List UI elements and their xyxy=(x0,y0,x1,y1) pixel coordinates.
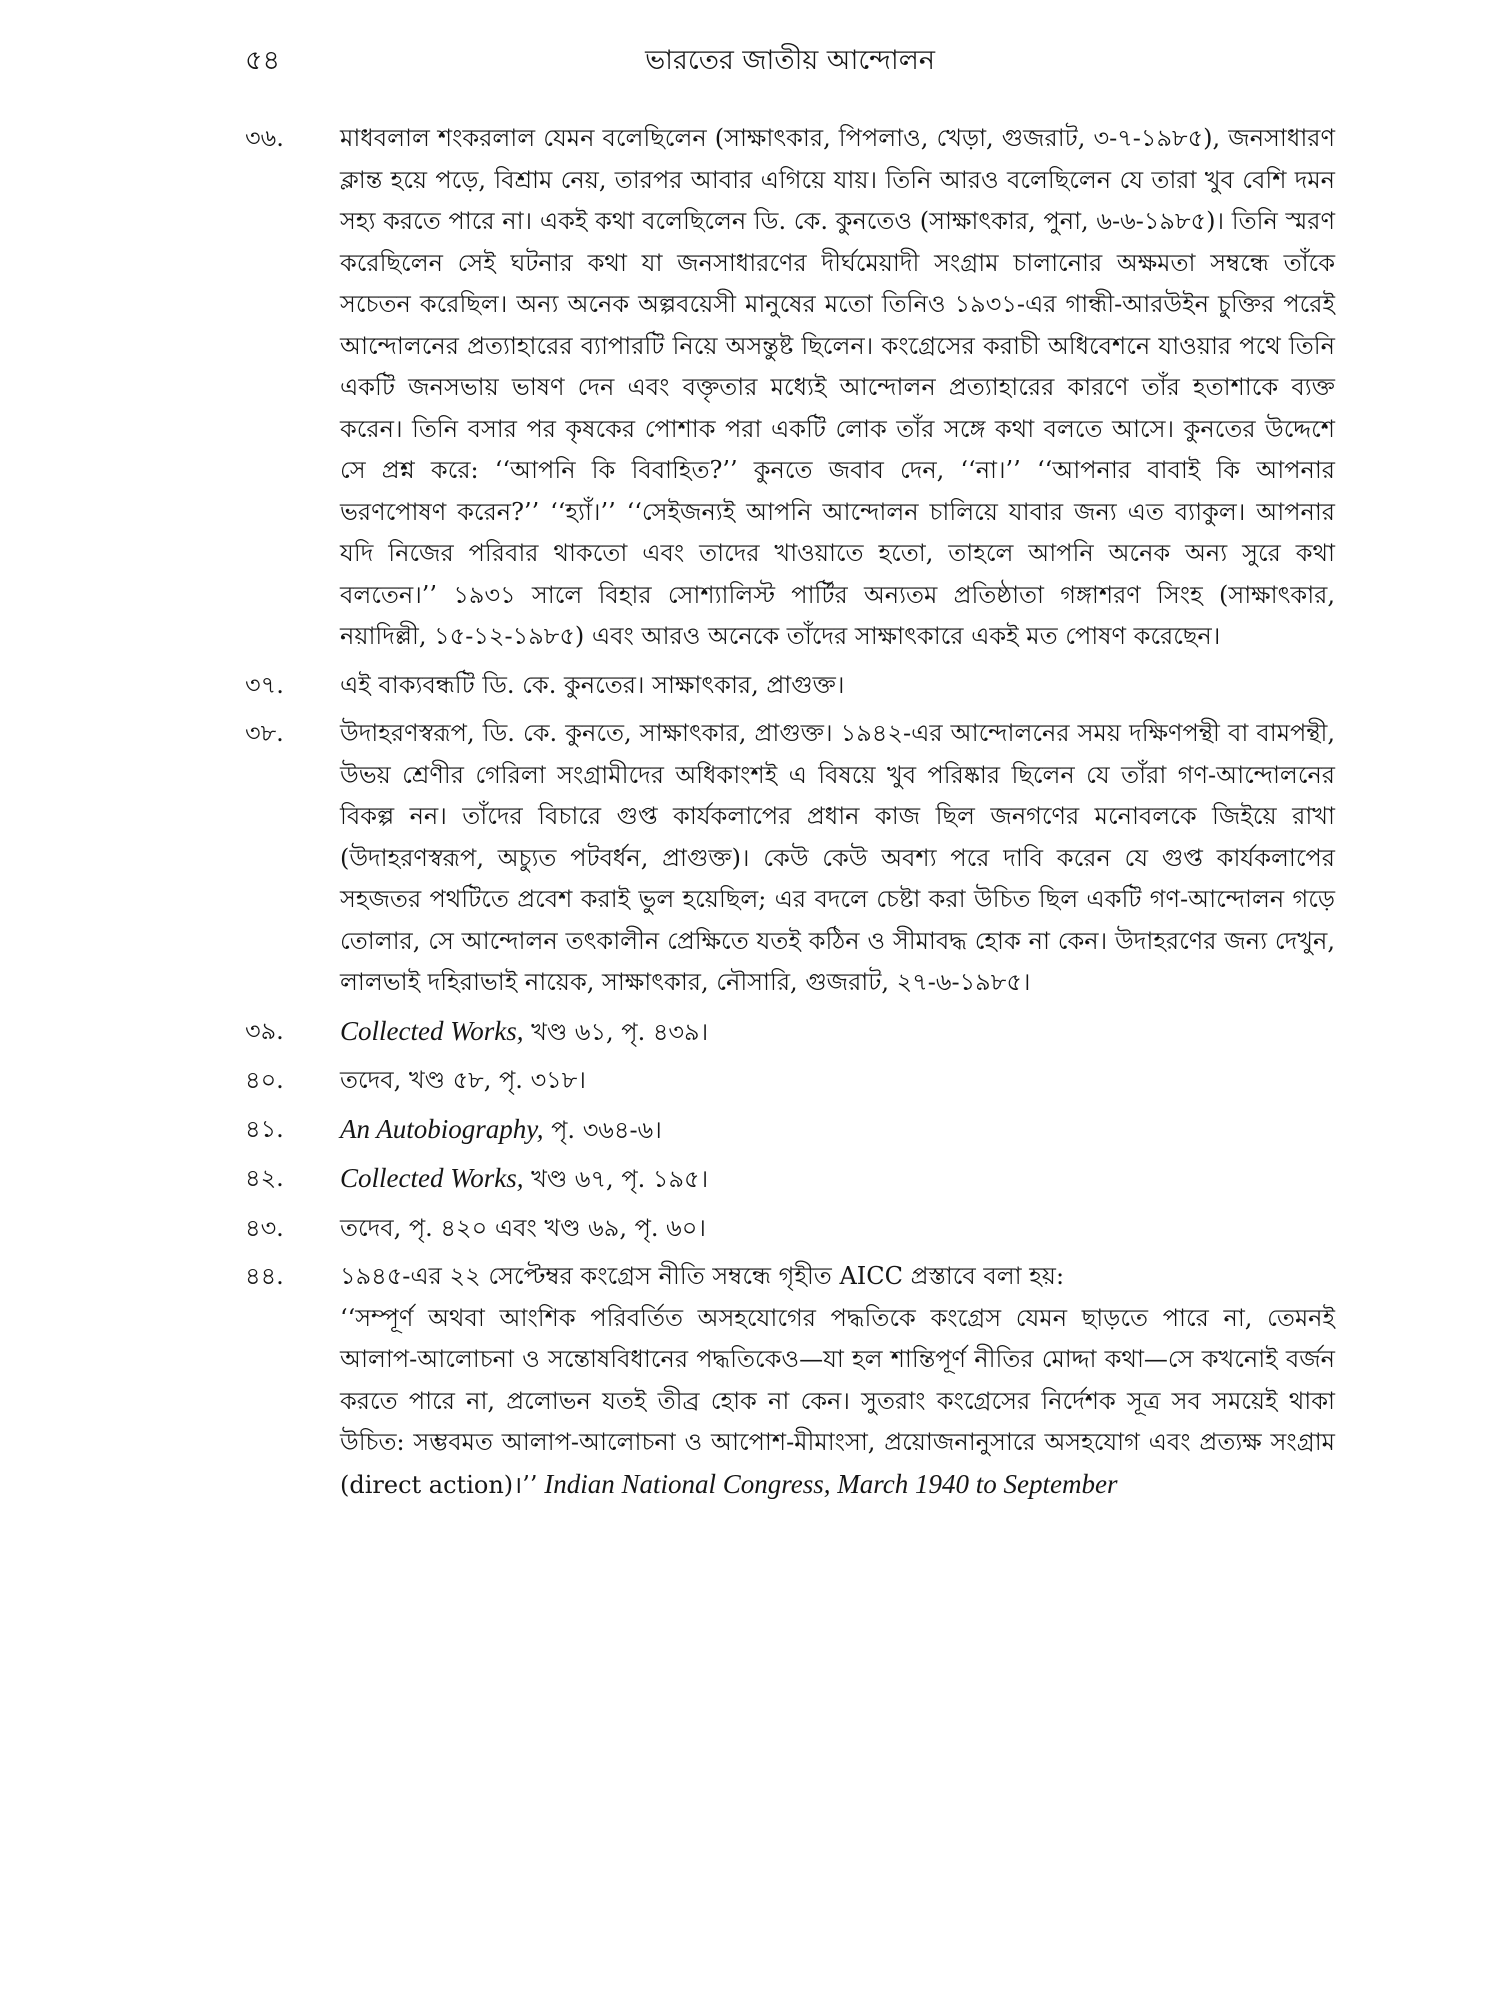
endnote-paragraph: তদেব, পৃ. ৪২০ এবং খণ্ড ৬৯, পৃ. ৬০। xyxy=(340,1213,706,1242)
endnote-number: ৩৬. xyxy=(245,124,284,152)
citation-detail: পৃ. ৩৬৪-৬। xyxy=(543,1115,662,1144)
endnote-text xyxy=(340,713,1335,1004)
page-number: ৫৪ xyxy=(245,45,281,76)
endnote-paragraph: তদেব, খণ্ড ৫৮, পৃ. ৩১৮। xyxy=(340,1066,586,1094)
endnote-number: ৪৪. xyxy=(245,1262,284,1290)
endnote-text xyxy=(340,1109,1335,1152)
endnote-text xyxy=(340,1256,1335,1506)
endnote xyxy=(245,1208,1335,1250)
endnote-number: ৪৩. xyxy=(245,1213,284,1242)
endnote xyxy=(245,665,1335,707)
citation-detail: খণ্ড ৬১, পৃ. ৪৩৯। xyxy=(523,1017,709,1046)
endnote-text xyxy=(340,1011,1335,1054)
source-title-italic: Indian National Congress, March 1940 to September xyxy=(537,1468,1118,1499)
endnote xyxy=(245,1011,1335,1054)
book-title-italic: Collected Works, xyxy=(340,1015,524,1046)
endnote xyxy=(245,118,1335,658)
endnote-number: ৪২. xyxy=(245,1164,284,1192)
running-title: ভারতের জাতীয় আন্দোলন xyxy=(645,45,935,76)
endnote-text xyxy=(340,1208,1335,1250)
endnote-number: ৪১. xyxy=(245,1114,284,1143)
endnote-paragraph: এই বাক্যবন্ধটি ডি. কে. কুনতের। সাক্ষাৎকার, প্রাগুক্ত। xyxy=(340,670,845,699)
endnote-text xyxy=(340,665,1335,707)
book-title-italic: An Autobiography, xyxy=(340,1113,544,1144)
quoted-resolution: ‘‘সম্পূর্ণ অথবা আংশিক পরিবর্তিত অসহযোগের পদ্ধতিকে কংগ্রেস যেমন ছাড়তে পারে না, তেমনই আলাপ-আলোচনা ও সন্তোষবিধানের পদ্ধতিকেও—যা হল শান্তিপূর্ণ নীতির মোদ্দা কথা—সে কখনোই বর্জন করতে পারে না, প্রলোভন যতই তীব্র হোক না কেন। সুতরাং কংগ্রেসের নির্দেশক সূত্র সব সময়েই থাকা উচিত: সম্ভবমত আলাপ-আলোচনা ও আপোশ-মীমাংসা, প্রয়োজনানুসারে অসহযোগ এবং প্রত্যক্ষ সংগ্রাম (direct action)।’’ xyxy=(340,1303,1335,1499)
page-header xyxy=(245,40,1335,80)
endnote xyxy=(245,1256,1335,1506)
endnote xyxy=(245,1158,1335,1201)
endnote-number: ৪০. xyxy=(245,1066,284,1094)
book-title-italic: Collected Works, xyxy=(340,1163,524,1193)
endnote-text xyxy=(340,1060,1335,1102)
endnote-number: ৩৭. xyxy=(245,670,284,699)
endnote-number: ৩৯. xyxy=(245,1016,284,1045)
endnote-number: ৩৮. xyxy=(245,719,284,747)
endnote xyxy=(245,1060,1335,1102)
endnote-paragraph: ১৯৪৫-এর ২২ সেপ্টেম্বর কংগ্রেস নীতি সম্বন্ধে গৃহীত AICC প্রস্তাবে বলা হয়: xyxy=(340,1262,1065,1290)
endnote-text xyxy=(340,118,1335,658)
endnotes-list xyxy=(245,118,1335,1513)
endnote xyxy=(245,713,1335,1004)
endnote-paragraph: উদাহরণস্বরূপ, ডি. কে. কুনতে, সাক্ষাৎকার, প্রাগুক্ত। ১৯৪২-এর আন্দোলনের সময় দক্ষিণপন্থী বা বামপন্থী, উভয় শ্রেণীর গেরিলা সংগ্রামীদের অধিকাংশই এ বিষয়ে খুব পরিষ্কার ছিলেন যে তাঁরা গণ-আন্দোলনের বিকল্প নন। তাঁদের বিচারে গুপ্ত কার্যকলাপের প্রধান কাজ ছিল জনগণের মনোবলকে জিইয়ে রাখা (উদাহরণস্বরূপ, অচ্যুত পটবর্ধন, প্রাগুক্ত)। কেউ কেউ অবশ্য পরে দাবি করেন যে গুপ্ত কার্যকলাপের সহজতর পথটিতে প্রবেশ করাই ভুল হয়েছিল; এর বদলে চেষ্টা করা উচিত ছিল একটি গণ-আন্দোলন গড়ে তোলার, সে আন্দোলন তৎকালীন প্রেক্ষিতে যতই কঠিন ও সীমাবদ্ধ হোক না কেন। উদাহরণের জন্য দেখুন, লালভাই দহিরাভাই নায়েক, সাক্ষাৎকার, নৌসারি, গুজরাট, ২৭-৬-১৯৮৫। xyxy=(340,719,1335,996)
endnote-paragraph: মাধবলাল শংকরলাল যেমন বলেছিলেন (সাক্ষাৎকার, পিপলাও, খেড়া, গুজরাট, ৩-৭-১৯৮৫), জনসাধারণ ক্লান্ত হয়ে পড়ে, বিশ্রাম নেয়, তারপর আবার এগিয়ে যায়। তিনি আরও বলেছিলেন যে তারা খুব বেশি দমন সহ্য করতে পারে না। একই কথা বলেছিলেন ডি. কে. কুনতেও (সাক্ষাৎকার, পুনা, ৬-৬-১৯৮৫)। তিনি স্মরণ করেছিলেন সেই ঘটনার কথা যা জনসাধারণের দীর্ঘমেয়াদী সংগ্রাম চালানোর অক্ষমতা সম্বন্ধে তাঁকে সচেতন করেছিল। অন্য অনেক অল্পবয়েসী মানুষের মতো তিনিও ১৯৩১-এর গান্ধী-আরউইন চুক্তির পরেই আন্দোলনের প্রত্যাহারের ব্যাপারটি নিয়ে অসন্তুষ্ট ছিলেন। কংগ্রেসের করাচী অধিবেশনে যাওয়ার পথে তিনি একটি জনসভায় ভাষণ দেন এবং বক্তৃতার মধ্যেই আন্দোলন প্রত্যাহারের কারণে তাঁর হতাশাকে ব্যক্ত করেন। তিনি বসার পর কৃষকের পোশাক পরা একটি লোক তাঁর সঙ্গে কথা বলতে আসে। কুনতের উদ্দেশে সে প্রশ্ন করে: ‘‘আপনি কি বিবাহিত?’’ কুনতে জবাব দেন, ‘‘না।’’ ‘‘আপনার বাবাই কি আপনার ভরণপোষণ করেন?’’ ‘‘হ্যাঁ।’’ ‘‘সেইজন্যই আপনি আন্দোলন চালিয়ে যাবার জন্য এত ব্যাকুল। আপনার যদি নিজের পরিবার থাকতো এবং তাদের খাওয়াতে হতো, তাহলে আপনি অনেক অন্য সুরে কথা বলতেন।’’ ১৯৩১ সালে বিহার সোশ্যালিস্ট পার্টির অন্যতম প্রতিষ্ঠাতা গঙ্গাশরণ সিংহ (সাক্ষাৎকার, নয়াদিল্লী, ১৫-১২-১৯৮৫) এবং আরও অনেকে তাঁদের সাক্ষাৎকারে একই মত পোষণ করেছেন। xyxy=(340,124,1335,650)
endnote xyxy=(245,1109,1335,1152)
endnote-text xyxy=(340,1158,1335,1201)
citation-detail: খণ্ড ৬৭, পৃ. ১৯৫। xyxy=(523,1165,709,1193)
